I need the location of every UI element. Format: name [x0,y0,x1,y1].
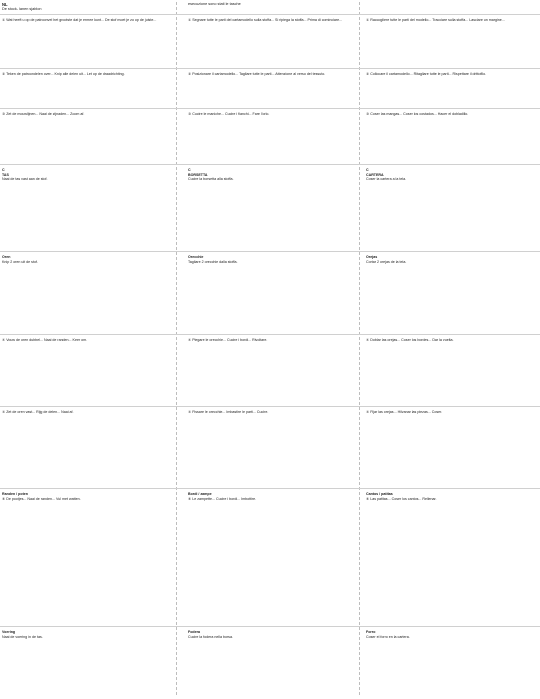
section-text-line: C [2,168,5,172]
section-divider [0,251,540,252]
section-text-line: Tagliare 2 orecchie dalla stoffa. [188,259,238,264]
section-text-line: ⑥ Las patitas... Coser los cantos... Rellenar. [366,496,437,501]
section-text-line: C [366,168,369,172]
section-text-line: ③ Cucire le maniche... Cucire i fianchi... Fare l'orlo. [188,112,270,116]
top-divider [0,14,540,15]
section-s8-col-2 [366,492,534,501]
section-text-line: ⑤ Fijar las orejas... Hilvanar las piezas... Coser. [366,410,443,414]
section-text-line: CARTERA [366,172,384,177]
section-divider [0,626,540,627]
section-s8-col-0 [2,492,165,501]
section-text-line: TAS [2,172,9,177]
mid-subtitle: esecuzione sono stati le tasche [188,2,241,6]
section-s9-col-2 [366,630,534,639]
section-s4-col-2 [366,168,534,182]
section-text-line: Knip 2 oren uit de stof. [2,259,38,264]
section-text-line: Voering [2,630,16,634]
section-s6-col-2 [366,338,534,343]
section-divider [0,108,540,109]
section-divider [0,68,540,69]
section-text-line: Cucire la borsetta alla stoffa. [188,177,234,182]
section-text-line: Naai de tas vast aan de stof. [2,177,48,182]
left-title: NL [2,2,8,7]
section-text-line: ② Teken de patroondelen over... Knip alle delen uit... Let op de draadrichting. [2,72,125,76]
section-s1-col-0 [2,18,165,23]
section-s4-col-1 [188,168,350,182]
section-s5-col-1 [188,255,350,264]
section-s6-col-1 [188,338,350,343]
section-text-line: Fodera [188,630,200,634]
column-divider-left [176,2,177,695]
section-s5-col-0 [2,255,165,264]
section-s3-col-1 [188,112,350,117]
section-s2-col-1 [188,72,350,77]
section-divider [0,164,540,165]
section-s7-col-2 [366,410,534,415]
section-text-line: ① Raccogliere tutte le parti del modello... Tracciare sulla stoffa... Lasciare un margine... [366,18,505,22]
section-text-line: Cucire la fodera nella borsa. [188,634,233,639]
section-text-line: Coser el forro en la cartera. [366,634,410,639]
column-divider-right [359,2,360,695]
section-text-line: ⑤ Fissare le orecchie... Imbastire le parti... Cucire. [188,410,269,414]
section-divider [0,334,540,335]
section-text-line: Orecchie [188,255,204,259]
section-s5-col-2 [366,255,534,264]
section-text-line: ② Collocare il cartamodello... Ritagliare tutte le parti... Rispettare il drittofilo. [366,72,487,76]
section-s7-col-0 [2,410,165,415]
section-s2-col-0 [2,72,165,77]
section-text-line: Naai de voering in de tas. [2,634,43,639]
section-text-line: BORSETTA [188,172,208,177]
section-text-line: ⑥ De pootjes... Naai de randen... Vul met watten. [2,496,81,501]
section-s3-col-2 [366,112,534,117]
section-s3-col-0 [2,112,165,117]
section-s8-col-1 [188,492,350,501]
section-text-line: Cantos / patitas [366,492,393,496]
section-text-line: ⑥ Le zampette... Cucire i bordi... Imbottire. [188,496,257,501]
section-text-line: Oren [2,255,11,259]
section-s1-col-2 [366,18,534,23]
section-divider [0,406,540,407]
section-text-line: Forro [366,630,376,634]
section-s9-col-1 [188,630,350,639]
section-text-line: ④ Doblar las orejas... Coser los bordes... Dar la vuelta. [366,338,454,342]
section-text-line: ① Wat heeft u op de patroonvel het grootste dat je ermee kunt... De stof moet je zo op de juiste... [2,18,157,22]
section-text-line: Bordi / zampe [188,492,212,496]
section-text-line: ④ Vouw de oren dubbel... Naai de randen... Keer om. [2,338,88,342]
section-text-line: ③ Coser las mangas... Coser los costados... Hacer el dobladillo. [366,112,469,116]
section-text-line: ④ Piegare le orecchie... Cucire i bordi... Rivoltare. [188,338,268,342]
section-s9-col-0 [2,630,165,639]
section-s1-col-1 [188,18,350,23]
section-divider [0,488,540,489]
section-s7-col-1 [188,410,350,415]
section-text-line: ⑤ Zet de oren vast... Rijg de delen... Naai af. [2,410,74,414]
section-text-line: Randen / poten [2,492,28,496]
section-text-line: C [188,168,191,172]
section-text-line: ① Segnare tutte le parti del cartamodello sulla stoffa... Si ripiega la stoffa... Prima di cominciare... [188,18,343,22]
section-text-line: ③ Zet de mouwlijnen... Naai de zijnaden... Zoom af. [2,112,85,116]
section-text-line: Cortar 2 orejas de la tela. [366,259,407,264]
section-text-line: Coser la cartera a la tela. [366,177,407,182]
section-s2-col-2 [366,72,534,77]
section-text-line: ② Posizionare il cartamodello... Tagliare tutte le parti... Attenzione al verso del tessuto. [188,72,326,76]
section-s4-col-0 [2,168,165,182]
section-s6-col-0 [2,338,165,343]
left-subtitle: De stock- lanen sjablon [2,7,42,12]
section-text-line: Orejas [366,255,378,259]
